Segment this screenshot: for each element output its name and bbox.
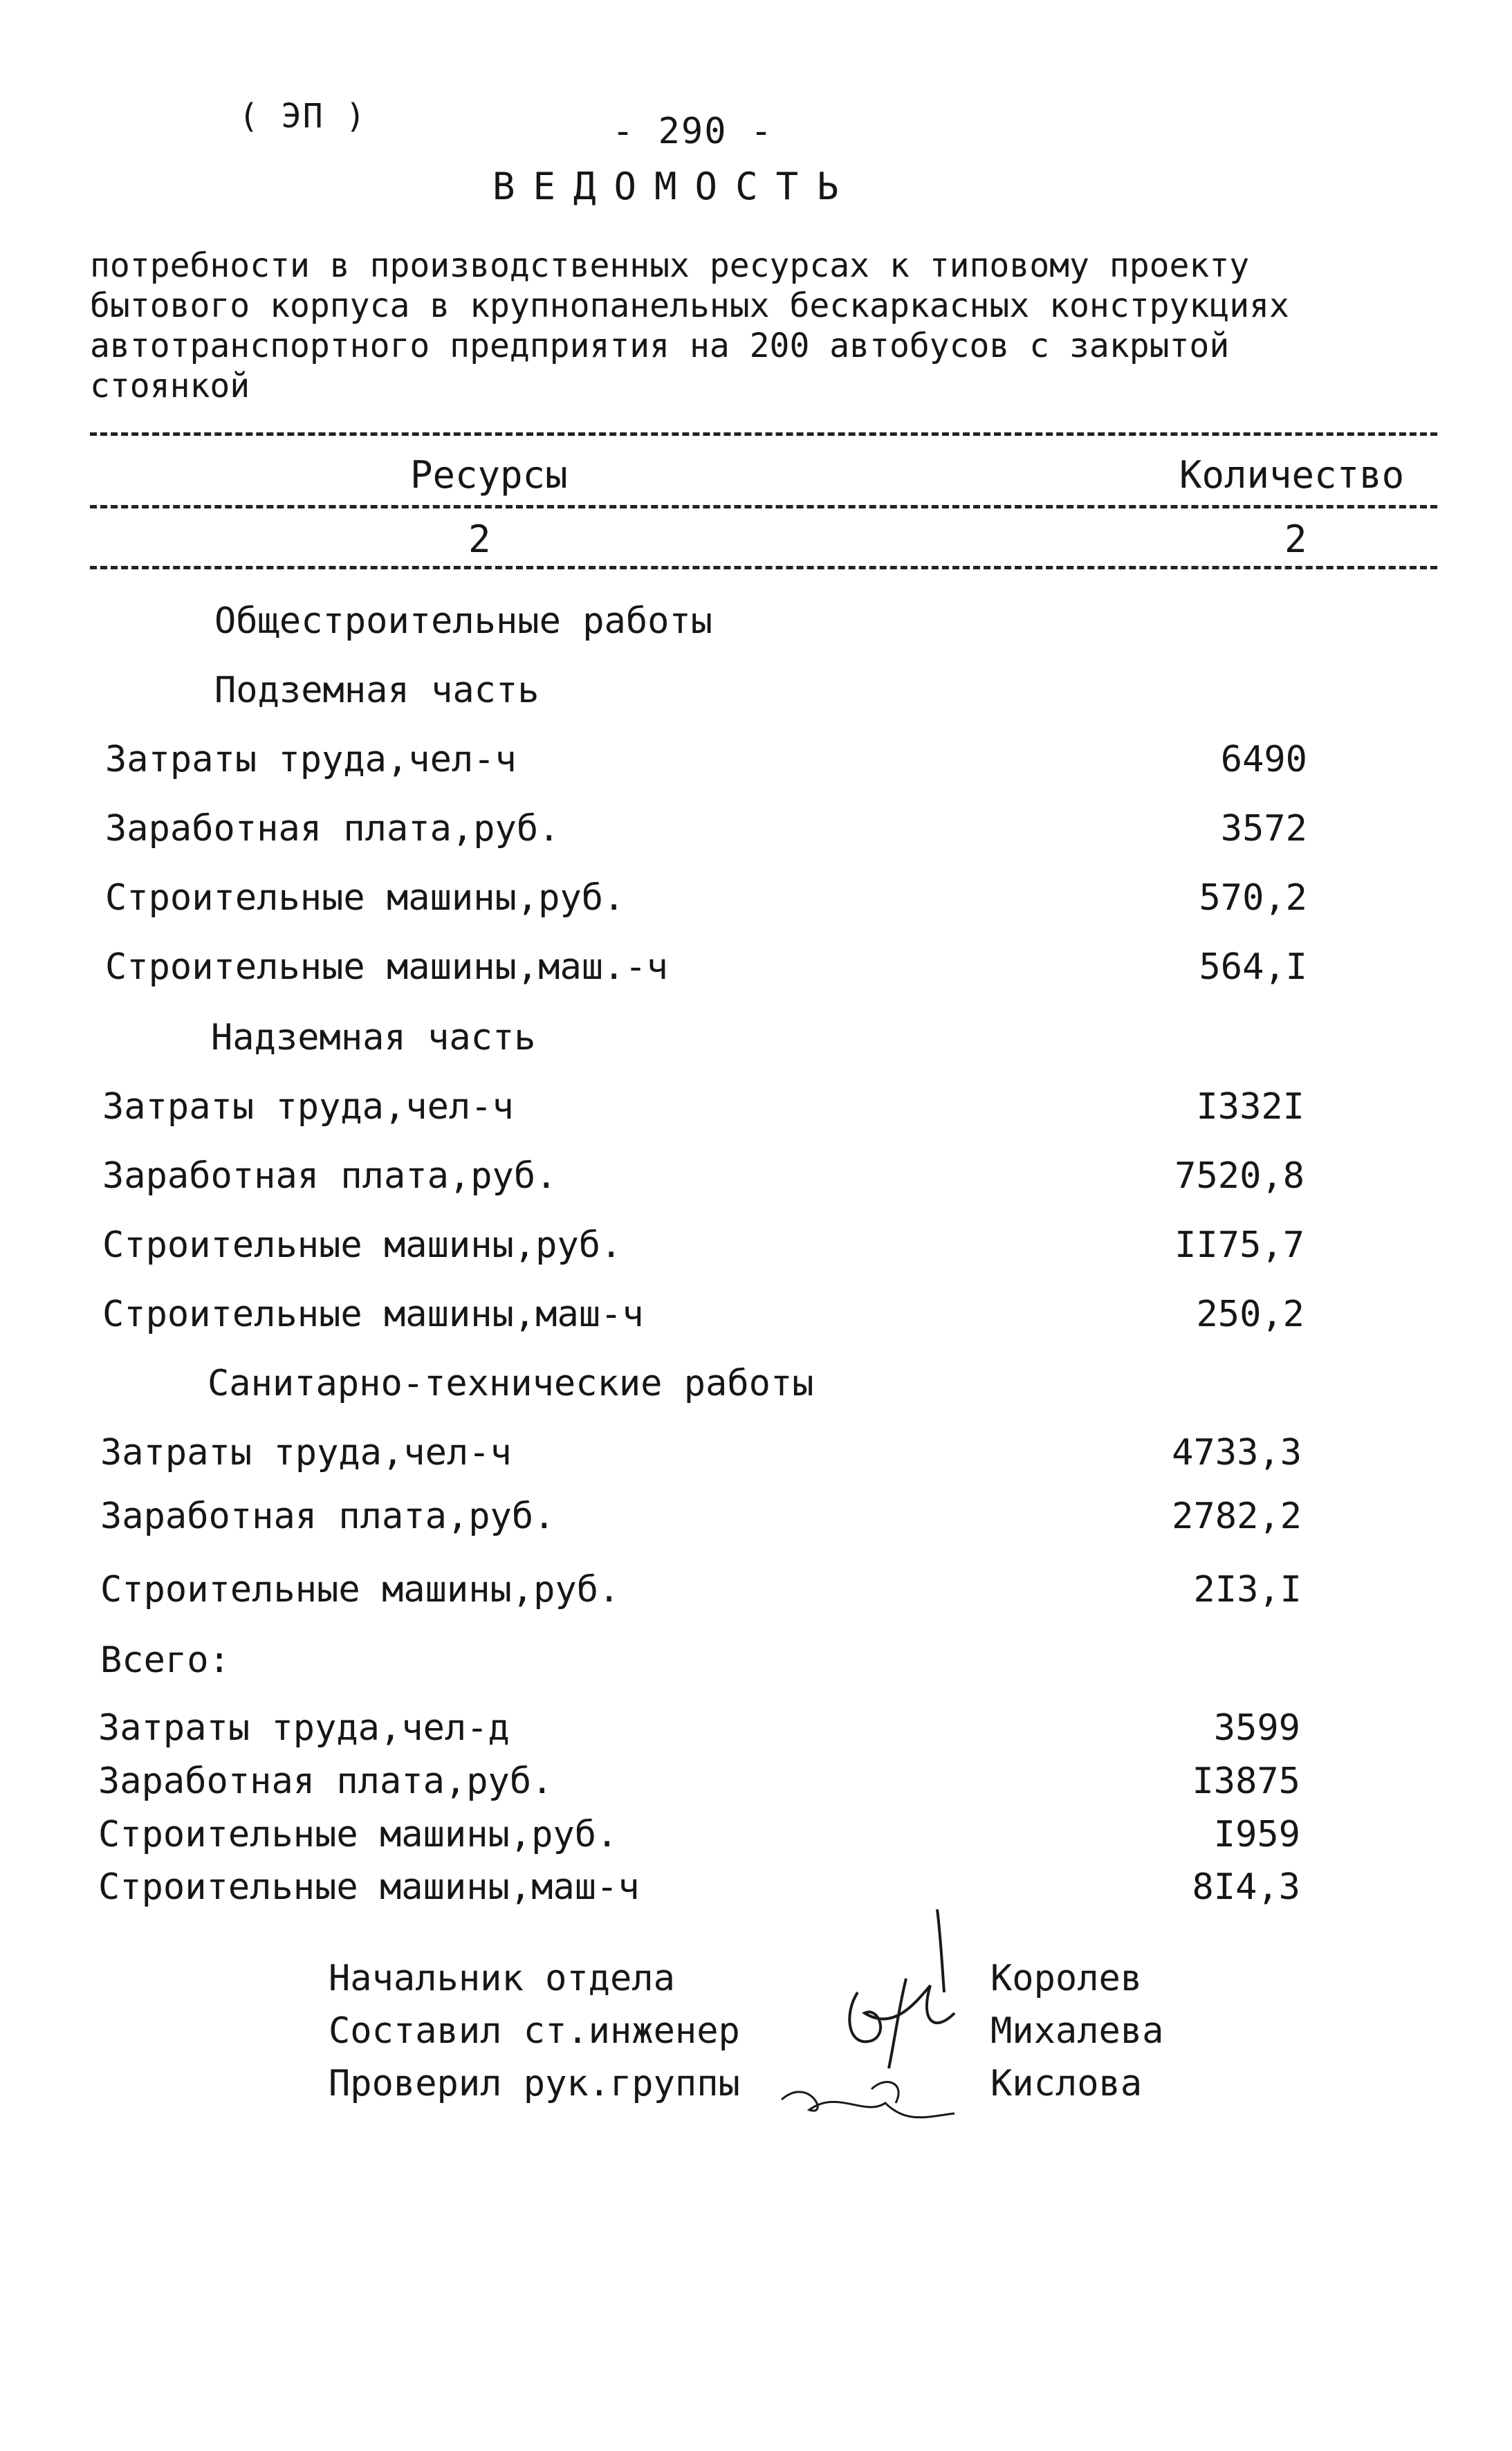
- row-value: 250,2: [1196, 1294, 1304, 1335]
- column-header-quantity: Количество: [1179, 453, 1405, 497]
- row-value: 570,2: [1199, 877, 1307, 919]
- row-label: Строительные машины,маш-ч: [102, 1294, 644, 1335]
- subsection-heading: Подземная часть: [214, 670, 540, 711]
- section-heading: Общестроительные работы: [214, 600, 713, 642]
- row-value: I332I: [1196, 1086, 1304, 1128]
- column-number-resources: 2: [468, 517, 491, 561]
- row-label: Заработная плата,руб.: [98, 1761, 553, 1802]
- row-value: I3875: [1192, 1761, 1300, 1802]
- section-heading: Санитарно-технические работы: [208, 1363, 814, 1404]
- document-title: ВЕДОМОСТЬ: [492, 165, 857, 208]
- row-value: 2782,2: [1172, 1496, 1302, 1537]
- row-value: 7520,8: [1174, 1155, 1304, 1197]
- row-label: Строительные машины,руб.: [98, 1814, 618, 1855]
- row-value: 4733,3: [1172, 1432, 1302, 1474]
- table-rule-bottom: [90, 566, 1437, 569]
- row-value: 6490: [1220, 739, 1307, 780]
- section-heading: Всего:: [100, 1640, 230, 1681]
- signature-name: Королев: [990, 1958, 1143, 1999]
- corner-mark: ( ЭП ): [239, 97, 367, 136]
- row-value: 3572: [1220, 808, 1307, 850]
- signature-role: Начальник отдела: [329, 1958, 675, 1999]
- row-label: Строительные машины,маш.-ч: [105, 946, 668, 988]
- row-label: Затраты труда,чел-ч: [102, 1086, 514, 1128]
- signature-name: Кислова: [990, 2063, 1143, 2104]
- row-label: Строительные машины,руб.: [102, 1224, 623, 1266]
- signature-role: Составил ст.инженер: [329, 2010, 740, 2052]
- row-label: Строительные машины,руб.: [105, 877, 625, 919]
- row-label: Строительные машины,маш-ч: [98, 1866, 640, 1908]
- subsection-heading: Надземная часть: [211, 1017, 536, 1058]
- document-subtitle: потребности в производственных ресурсах к типовому проекту бытового корпуса в крупнопанельных бескаркасных конструкциях автотранспортного предприятия на 200 автобусов с закрытой стоянкой: [90, 246, 1289, 405]
- row-value: 2I3,I: [1193, 1569, 1302, 1610]
- row-label: Заработная плата,руб.: [100, 1496, 555, 1537]
- table-rule-middle: [90, 505, 1437, 508]
- row-value: II75,7: [1174, 1224, 1304, 1266]
- row-label: Затраты труда,чел-д: [98, 1707, 510, 1749]
- handwritten-signature: [768, 1909, 989, 2138]
- signature-name: Михалева: [990, 2010, 1164, 2052]
- page-number: - 290 -: [612, 111, 774, 152]
- signature-role: Проверил рук.группы: [329, 2063, 740, 2104]
- column-header-resources: Ресурсы: [410, 453, 568, 497]
- row-value: 8I4,3: [1192, 1866, 1300, 1908]
- table-rule-top: [90, 432, 1437, 436]
- row-value: 3599: [1213, 1707, 1300, 1749]
- row-value: 564,I: [1199, 946, 1307, 988]
- row-value: I959: [1213, 1814, 1300, 1855]
- row-label: Заработная плата,руб.: [105, 808, 560, 850]
- row-label: Строительные машины,руб.: [100, 1569, 620, 1610]
- row-label: Затраты труда,чел-ч: [105, 739, 517, 780]
- row-label: Заработная плата,руб.: [102, 1155, 557, 1197]
- column-number-quantity: 2: [1284, 517, 1307, 561]
- row-label: Затраты труда,чел-ч: [100, 1432, 512, 1474]
